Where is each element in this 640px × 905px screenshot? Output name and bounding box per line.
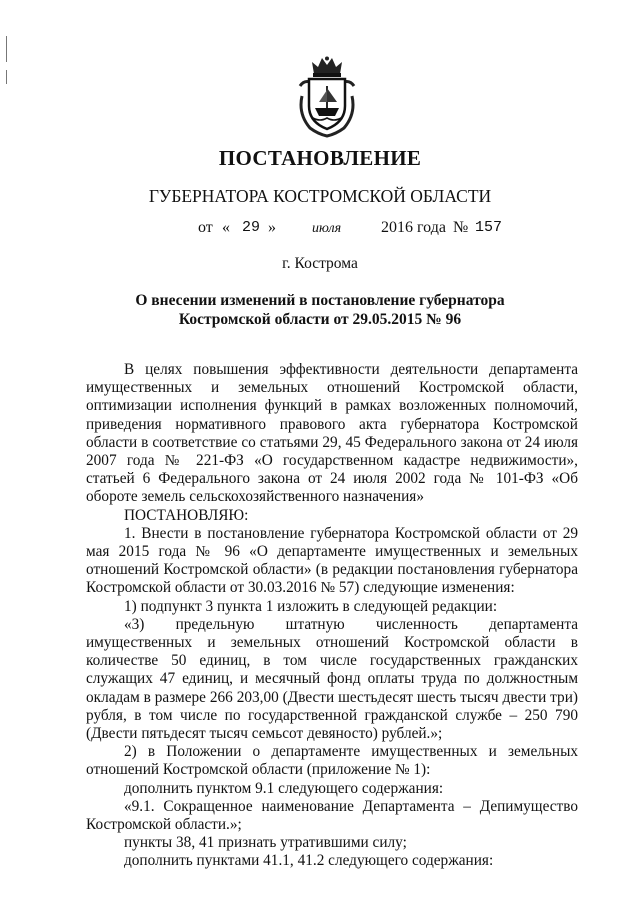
date-year: 2016 года [381, 219, 446, 236]
document-number: 157 [475, 219, 503, 236]
city-line: г. Кострома [282, 255, 358, 272]
heading-line: О внесении изменений в постановление губернатора [135, 292, 505, 309]
document-body [86, 361, 578, 871]
date-close-quote: » [268, 219, 276, 236]
scan-artifact [6, 70, 7, 84]
body-paragraph-resolution: ПОСТАНОВЛЯЮ: [124, 506, 249, 524]
date-day: 29 [241, 219, 260, 236]
heading-line: Костромской области от 29.05.2015 № 96 [178, 311, 462, 328]
coat-of-arms-icon [296, 56, 358, 138]
body-paragraph: дополнить пунктами 41.1, 41.2 следующего содержания: [124, 852, 494, 870]
body-paragraph: «9.1. Сокращенное наименование Департамента – Депимущество Костромской области.»; [86, 797, 578, 834]
body-paragraph: 1. Внести в постановление губернатора Костромской области от 29 мая 2015 года № 96 «О департаменте имущественных и земельных отношений Костромской области» (в редакции постановления губернатора Костромской области от 30.03.2016 № 57) следующие изменения: [86, 524, 578, 597]
body-paragraph: 1) подпункт 3 пункта 1 изложить в следующей редакции: [124, 597, 498, 615]
number-sign: № [453, 219, 469, 236]
body-paragraph: дополнить пунктом 9.1 следующего содержания: [124, 779, 444, 797]
date-month: июля [312, 221, 342, 236]
body-paragraph: пункты 38, 41 признать утратившими силу; [124, 834, 407, 852]
body-paragraph: В целях повышения эффективности деятельности департамента имущественных и земельных отношений Костромской области, оптимизации исполнения функций в рамках возложенных полномочий, приведения нормативного правового акта губернатора Костромской области в соответствие со статьями 29, 45 Федерального закона от 24 июля 2007 года № 221-ФЗ «О государственном кадастре недвижимости», статьей 6 Федерального закона от 24 июля 2002 года № 101-ФЗ «Об обороте земель сельскохозяйственного назначения» [86, 361, 578, 506]
document-heading [0, 291, 640, 329]
body-paragraph: «3) предельную штатную численность департамента имущественных и земельных отношений Костромской области в количестве 50 единиц, в том числе государственных гражданских служащих 47 единиц, и месячный фонд оплаты труда по должностным окладам в размере 266 203,00 (Двести шестьдесят шесть тысяч двести три) рубля, в том числе по государственной гражданской службе – 250 790 (Двести пятьдесят тысяч семьсот девяносто) рублей.»; [86, 615, 578, 743]
scan-artifact [6, 36, 7, 62]
date-open-quote: « [222, 219, 230, 236]
document-title: ПОСТАНОВЛЕНИЕ [218, 146, 422, 170]
body-paragraph: 2) в Положении о департаменте имущественных и земельных отношений Костромской области (приложение № 1): [86, 743, 578, 779]
issuer-subtitle: ГУБЕРНАТОРА КОСТРОМСКОЙ ОБЛАСТИ [148, 186, 492, 206]
date-prefix: от [198, 219, 213, 236]
